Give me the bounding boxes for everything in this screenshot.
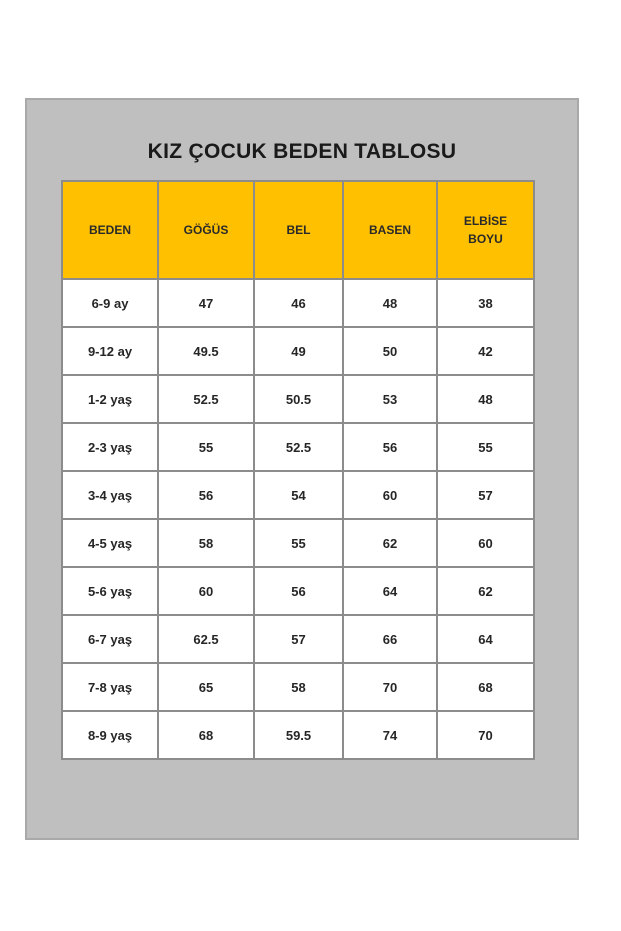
table-row xyxy=(62,519,534,567)
table-row xyxy=(62,615,534,663)
hip-cell: 64 xyxy=(343,567,437,615)
dress-length-cell: 57 xyxy=(437,471,534,519)
chart-title: KIZ ÇOCUK BEDEN TABLOSU xyxy=(147,140,457,163)
size-cell: 1-2 yaş xyxy=(62,375,158,423)
header-row xyxy=(62,181,534,279)
chest-cell: 56 xyxy=(158,471,254,519)
waist-cell: 57 xyxy=(254,615,343,663)
chest-cell: 58 xyxy=(158,519,254,567)
dress-length-cell: 60 xyxy=(437,519,534,567)
waist-cell: 55 xyxy=(254,519,343,567)
size-table xyxy=(61,180,535,760)
hip-cell: 48 xyxy=(343,279,437,327)
hip-cell: 53 xyxy=(343,375,437,423)
waist-cell: 52.5 xyxy=(254,423,343,471)
hip-cell: 60 xyxy=(343,471,437,519)
dress-length-cell: 55 xyxy=(437,423,534,471)
size-cell: 6-9 ay xyxy=(62,279,158,327)
table-row xyxy=(62,711,534,759)
hip-cell: 56 xyxy=(343,423,437,471)
table-row xyxy=(62,375,534,423)
waist-cell: 50.5 xyxy=(254,375,343,423)
dress-length-cell: 62 xyxy=(437,567,534,615)
size-chart-panel xyxy=(25,98,579,840)
dress-length-cell: 48 xyxy=(437,375,534,423)
chest-cell: 60 xyxy=(158,567,254,615)
size-cell: 3-4 yaş xyxy=(62,471,158,519)
table-row xyxy=(62,663,534,711)
column-header-elbise-boyu: ELBİSE BOYU xyxy=(437,181,534,279)
hip-cell: 62 xyxy=(343,519,437,567)
dress-length-cell: 64 xyxy=(437,615,534,663)
column-header-basen: BASEN xyxy=(343,181,437,279)
table-row xyxy=(62,327,534,375)
table-row xyxy=(62,471,534,519)
waist-cell: 54 xyxy=(254,471,343,519)
chest-cell: 49.5 xyxy=(158,327,254,375)
waist-cell: 49 xyxy=(254,327,343,375)
size-cell: 6-7 yaş xyxy=(62,615,158,663)
size-cell: 8-9 yaş xyxy=(62,711,158,759)
column-header-gogus: GÖĞÜS xyxy=(158,181,254,279)
chest-cell: 68 xyxy=(158,711,254,759)
dress-length-cell: 42 xyxy=(437,327,534,375)
waist-cell: 59.5 xyxy=(254,711,343,759)
size-cell: 7-8 yaş xyxy=(62,663,158,711)
chest-cell: 55 xyxy=(158,423,254,471)
dress-length-cell: 68 xyxy=(437,663,534,711)
table-row xyxy=(62,423,534,471)
column-header-beden: BEDEN xyxy=(62,181,158,279)
size-cell: 4-5 yaş xyxy=(62,519,158,567)
chest-cell: 62.5 xyxy=(158,615,254,663)
chest-cell: 52.5 xyxy=(158,375,254,423)
table-row xyxy=(62,567,534,615)
chest-cell: 65 xyxy=(158,663,254,711)
size-cell: 2-3 yaş xyxy=(62,423,158,471)
waist-cell: 58 xyxy=(254,663,343,711)
hip-cell: 74 xyxy=(343,711,437,759)
waist-cell: 46 xyxy=(254,279,343,327)
hip-cell: 66 xyxy=(343,615,437,663)
size-cell: 9-12 ay xyxy=(62,327,158,375)
table-row xyxy=(62,279,534,327)
hip-cell: 50 xyxy=(343,327,437,375)
size-cell: 5-6 yaş xyxy=(62,567,158,615)
dress-length-cell: 38 xyxy=(437,279,534,327)
hip-cell: 70 xyxy=(343,663,437,711)
column-header-bel: BEL xyxy=(254,181,343,279)
waist-cell: 56 xyxy=(254,567,343,615)
dress-length-cell: 70 xyxy=(437,711,534,759)
chest-cell: 47 xyxy=(158,279,254,327)
